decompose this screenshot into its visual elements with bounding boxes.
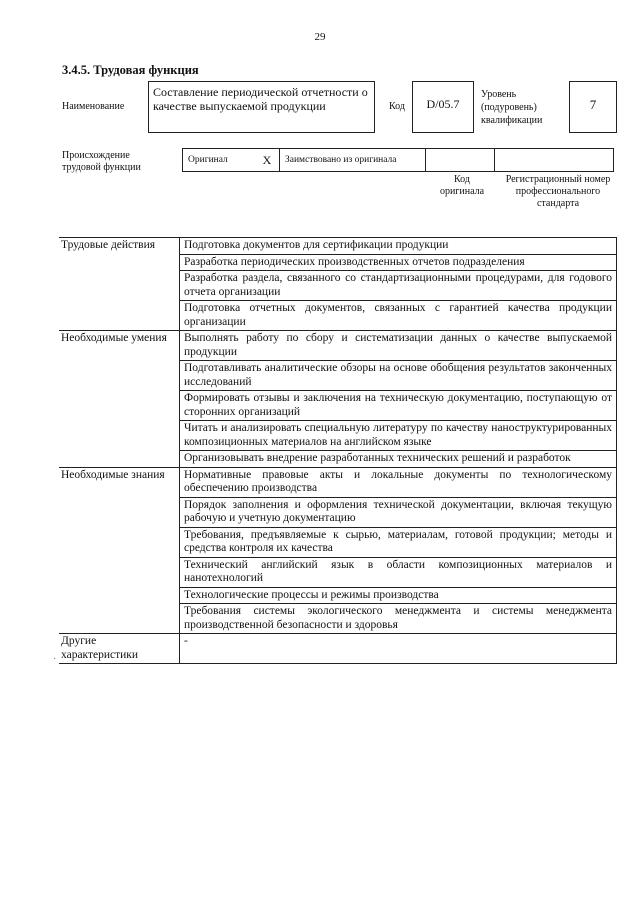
level-label: Уровень (подуровень) квалификации xyxy=(481,89,543,126)
item-cell: Технологические процессы и режимы производства xyxy=(180,587,617,604)
table-row xyxy=(59,634,617,664)
function-code: D/05.7 xyxy=(412,81,474,133)
section-title: 3.4.5. Трудовая функция xyxy=(62,63,199,77)
item-cell: - xyxy=(180,634,617,664)
item-cell: Организовывать внедрение разработанных технических решений и разработок xyxy=(180,451,617,468)
item-cell: Требования системы экологического менеджмента и системы менеджмента производственной безопасности и здоровья xyxy=(180,604,617,634)
item-cell: Подготовка документов для сертификации продукции xyxy=(180,238,617,255)
category-cell: Необходимые умения xyxy=(59,331,180,468)
origin-label: Происхождение трудовой функции xyxy=(62,150,141,173)
category-cell: Необходимые знания xyxy=(59,467,180,634)
original-label: Оригинал xyxy=(183,149,256,172)
qualification-level: 7 xyxy=(569,81,617,133)
item-cell: Подготавливать аналитические обзоры на основе обобщения результатов законченных исследований xyxy=(180,361,617,391)
item-cell: Формировать отзывы и заключения на техническую документацию, поступающую от сторонних организаций xyxy=(180,391,617,421)
item-cell: Требования, предъявляемые к сырью, материалам, готовой продукции; методы и средства контроля их качества xyxy=(180,527,617,557)
item-cell: Технический английский язык в области композиционных материалов и нанотехнологий xyxy=(180,557,617,587)
item-cell: Разработка раздела, связанного со стандартизационными процедурами, для годового отчета организации xyxy=(180,271,617,301)
category-cell: Другие характеристики xyxy=(59,634,180,664)
origin-table xyxy=(182,148,614,172)
margin-mark: · xyxy=(53,654,57,665)
table-row xyxy=(59,331,617,361)
name-label: Наименование xyxy=(62,101,125,112)
item-cell: Порядок заполнения и оформления технической документации, включая текущую рабочую и учетную документацию xyxy=(180,497,617,527)
code-caption: Код оригинала xyxy=(439,174,485,197)
borrowed-label: Заимствовано из оригинала xyxy=(280,149,426,172)
item-cell: Разработка периодических производственных отчетов подразделения xyxy=(180,254,617,271)
item-cell: Выполнять работу по сбору и систематизации данных о качестве выпускаемой продукции xyxy=(180,331,617,361)
category-cell: Трудовые действия xyxy=(59,238,180,331)
original-mark: X xyxy=(255,149,280,172)
function-details-table xyxy=(59,237,617,664)
code-label: Код xyxy=(389,101,405,112)
registration-number-cell xyxy=(495,149,614,172)
item-cell: Нормативные правовые акты и локальные документы по технологическому обеспечению производства xyxy=(180,467,617,497)
registration-caption: Регистрационный номер профессионального стандарта xyxy=(505,174,611,209)
original-code-cell xyxy=(426,149,495,172)
page-number: 29 xyxy=(314,31,326,43)
function-name: Составление периодической отчетности о качестве выпускаемой продукции xyxy=(148,81,375,133)
item-cell: Читать и анализировать специальную литературу по качеству наноструктурированных композиционных материалов на английском языке xyxy=(180,421,617,451)
table-row xyxy=(59,467,617,497)
table-row xyxy=(59,238,617,255)
item-cell: Подготовка отчетных документов, связанных с гарантией качества продукции организации xyxy=(180,301,617,331)
